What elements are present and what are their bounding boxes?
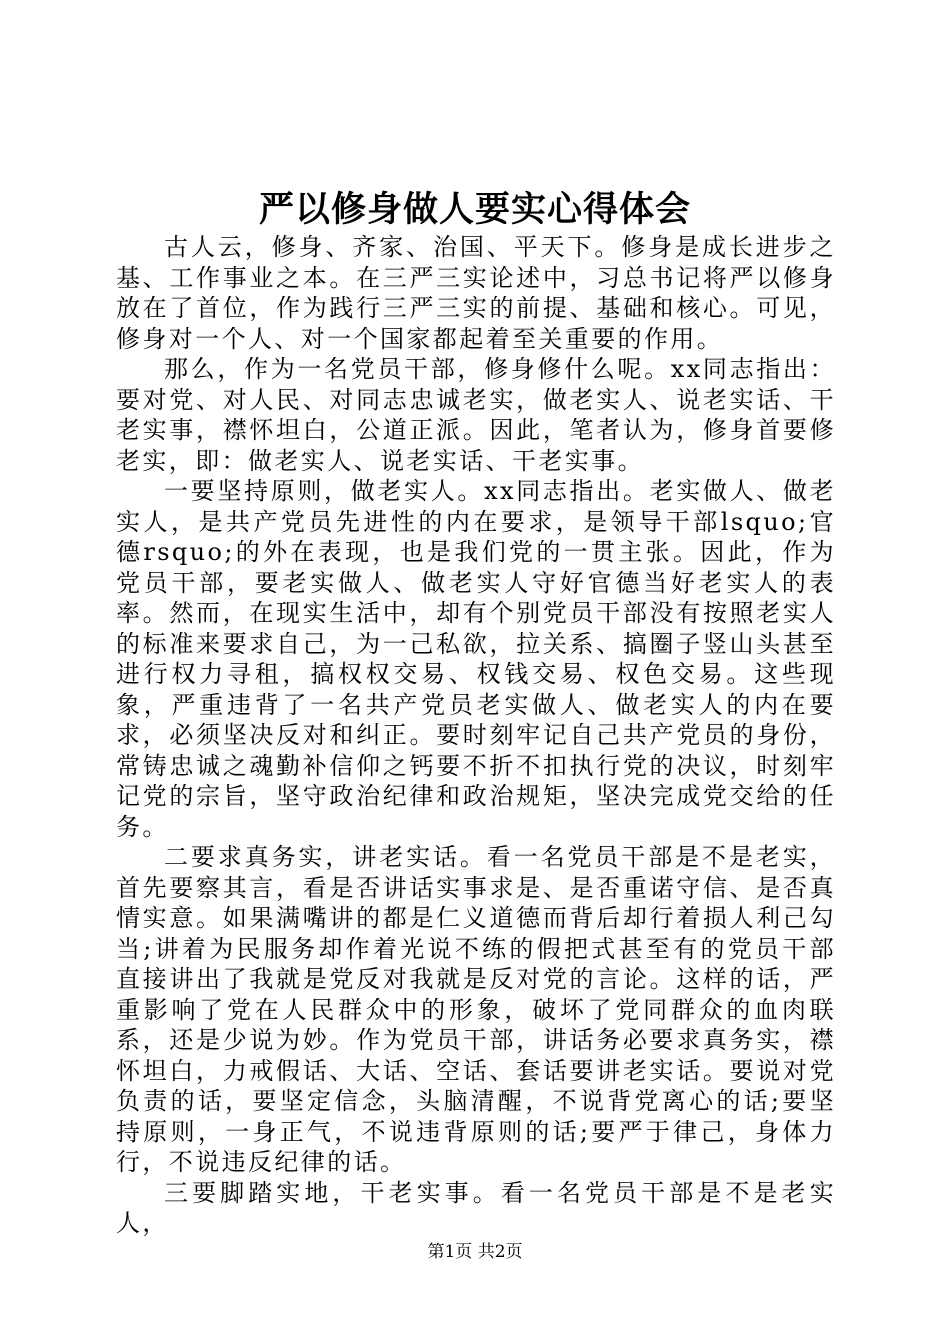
paragraph-point-three: 三要脚踏实地，干老实事。看一名党员干部是不是老实人，: [116, 1178, 836, 1237]
document-body: [116, 232, 836, 1239]
document-title: 严以修身做人要实心得体会: [258, 189, 691, 230]
paragraph-intro: 古人云，修身、齐家、治国、平天下。修身是成长进步之基、工作事业之本。在三严三实论述中，习总书记将严以修身放在了首位，作为践行三严三实的前提、基础和核心。可见，修身对一个人、对一个国家都起着至关重要的作用。: [116, 233, 836, 353]
paragraph-question: 那么，作为一名党员干部，修身修什么呢。xx同志指出：要对党、对人民、对同志忠诚老实，做老实人、说老实话、干老实事，襟怀坦白，公道正派。因此，笔者认为，修身首要修老实，即：做老实人、说老实话、干老实事。: [116, 355, 836, 475]
page-footer: [0, 1240, 950, 1264]
paragraph-point-one: 一要坚持原则，做老实人。xx同志指出。老实做人、做老实人，是共产党员先进性的内在要求，是领导干部lsquo;官德rsquo;的外在表现，也是我们党的一贯主张。因此，作为党员干部，要老实做人、做老实人守好官德当好老实人的表率。然而，在现实生活中，却有个别党员干部没有按照老实人的标准来要求自己，为一己私欲，拉关系、搞圈子竖山头甚至进行权力寻租，搞权权交易、权钱交易、权色交易。这些现象，严重违背了一名共产党员老实做人、做老实人的内在要求，必须坚决反对和纠正。要时刻牢记自己共产党员的身份，常铸忠诚之魂勤补信仰之钙要不折不扣执行党的决议，时刻牢记党的宗旨，坚守政治纪律和政治规矩，坚决完成党交给的任务。: [116, 477, 836, 841]
page-indicator: 第1页 共2页: [427, 1242, 523, 1262]
paragraph-point-two: 二要求真务实，讲老实话。看一名党员干部是不是老实，首先要察其言，看是否讲话实事求是、是否重诺守信、是否真情实意。如果满嘴讲的都是仁义道德而背后却行着损人利己勾当;讲着为民服务却作着光说不练的假把式甚至有的党员干部直接讲出了我就是党反对我就是反对党的言论。这样的话，严重影响了党在人民群众中的形象，破坏了党同群众的血肉联系，还是少说为妙。作为党员干部，讲话务必要求真务实，襟怀坦白，力戒假话、大话、空话、套话要讲老实话。要说对党负责的话，要坚定信念，头脑清醒，不说背党离心的话;要坚持原则，一身正气，不说违背原则的话;要严于律己，身体力行，不说违反纪律的话。: [116, 843, 836, 1176]
